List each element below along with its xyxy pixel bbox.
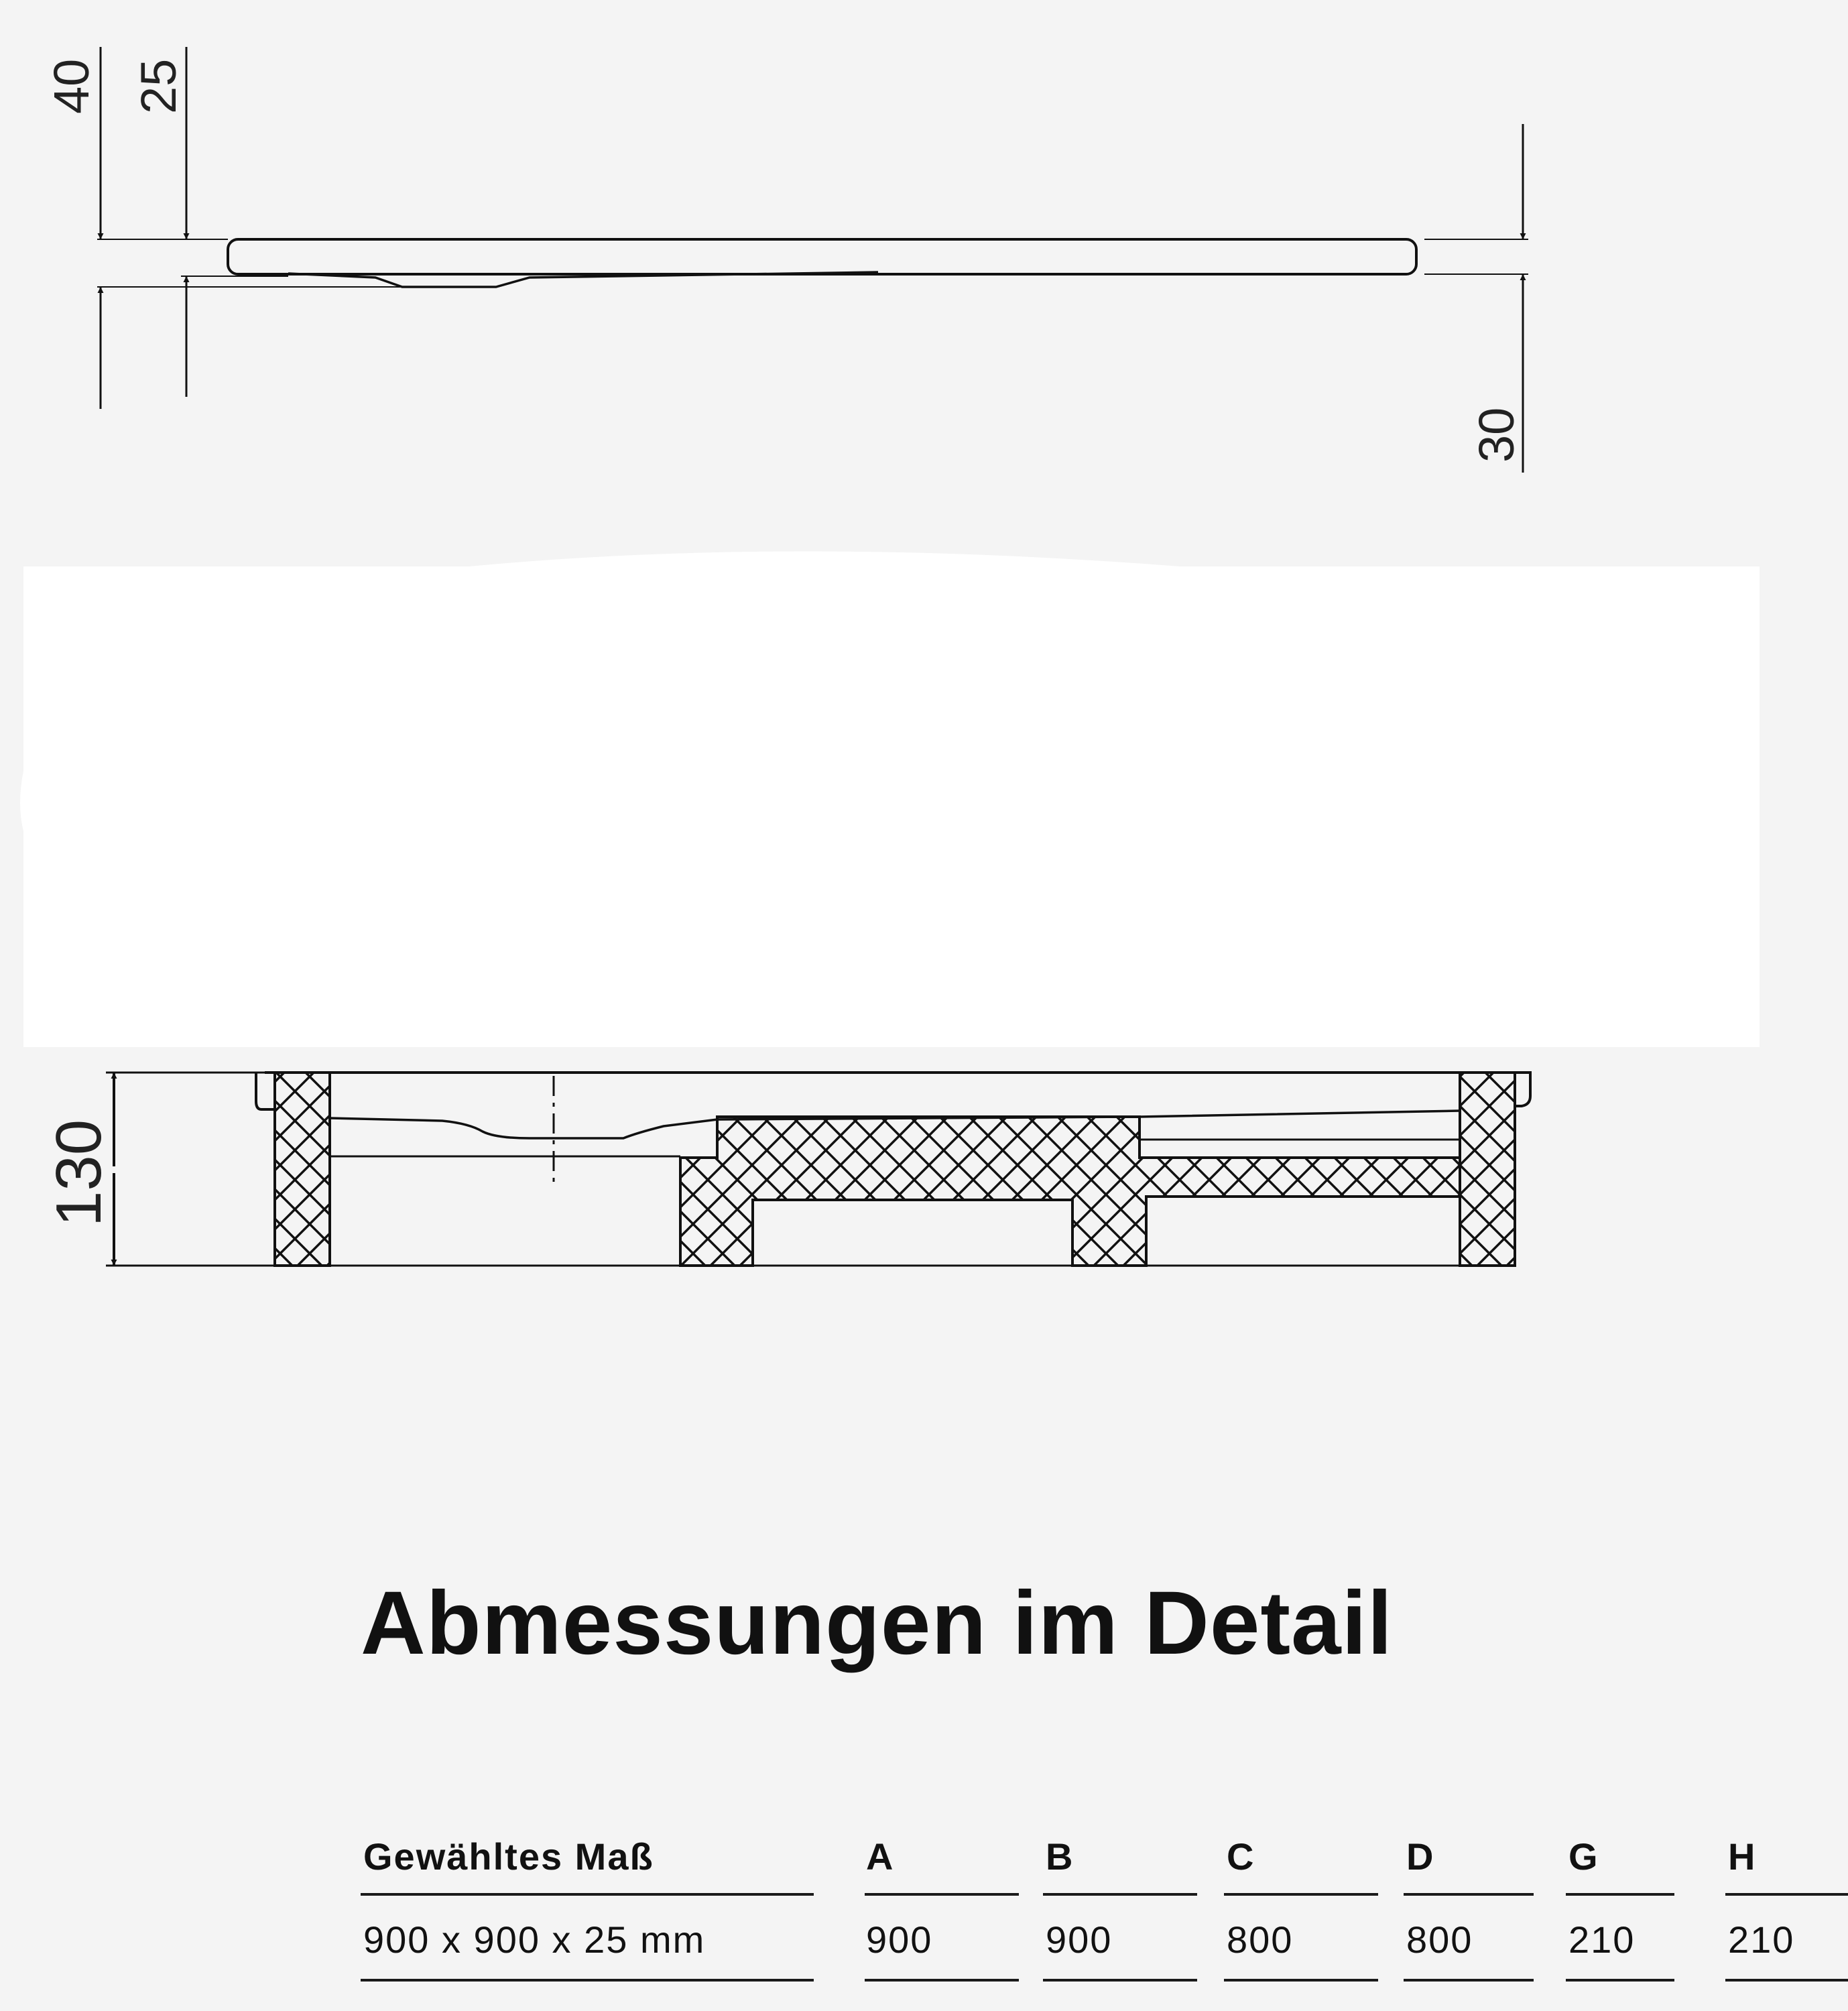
table-cell-a: 900 [866,1918,933,1961]
row-rule [1725,1979,1848,1982]
table-header-c: C [1227,1835,1255,1878]
row-rule [1404,1979,1534,1982]
table-cell-g: 210 [1568,1918,1636,1961]
row-rule [865,1979,1019,1982]
header-rule [865,1893,1019,1896]
dim-label-25: 25 [131,58,186,114]
table-header-b: B [1046,1835,1074,1878]
blank-panel [20,552,1760,1048]
row-rule [1043,1979,1197,1982]
dim-label-30: 30 [1469,407,1524,463]
section-heading: Abmessungen im Detail [361,1573,1394,1673]
table-header-a: A [866,1835,895,1878]
table-cell-c: 800 [1227,1918,1294,1961]
table-header-h: H [1728,1835,1757,1878]
table-cell-h: 210 [1728,1918,1795,1961]
tray-section-outline [256,1073,1530,1109]
table-cell-b: 900 [1046,1918,1113,1961]
header-rule [1224,1893,1378,1896]
dimensions-table [361,1823,1848,2004]
row-rule [1566,1979,1674,1982]
row-rule [1224,1979,1378,1982]
section-view [106,1073,1530,1266]
dim-label-40: 40 [44,58,99,114]
table-header-g: G [1568,1835,1599,1878]
header-rule [1043,1893,1197,1896]
table-cell-d: 800 [1406,1918,1473,1961]
top-view [97,47,1528,473]
tray-outline [228,239,1416,274]
row-rule [361,1979,814,1982]
table-header-selected-size: Gewähltes Maß [363,1835,654,1878]
table-header-d: D [1406,1835,1435,1878]
dim-label-130: 130 [43,1119,115,1227]
header-rule [1566,1893,1674,1896]
header-rule [1725,1893,1848,1896]
header-rule [361,1893,814,1896]
table-cell-selected-size: 900 x 900 x 25 mm [363,1918,706,1961]
header-rule [1404,1893,1534,1896]
support-block-right [1460,1073,1515,1266]
support-block-left [275,1073,330,1266]
